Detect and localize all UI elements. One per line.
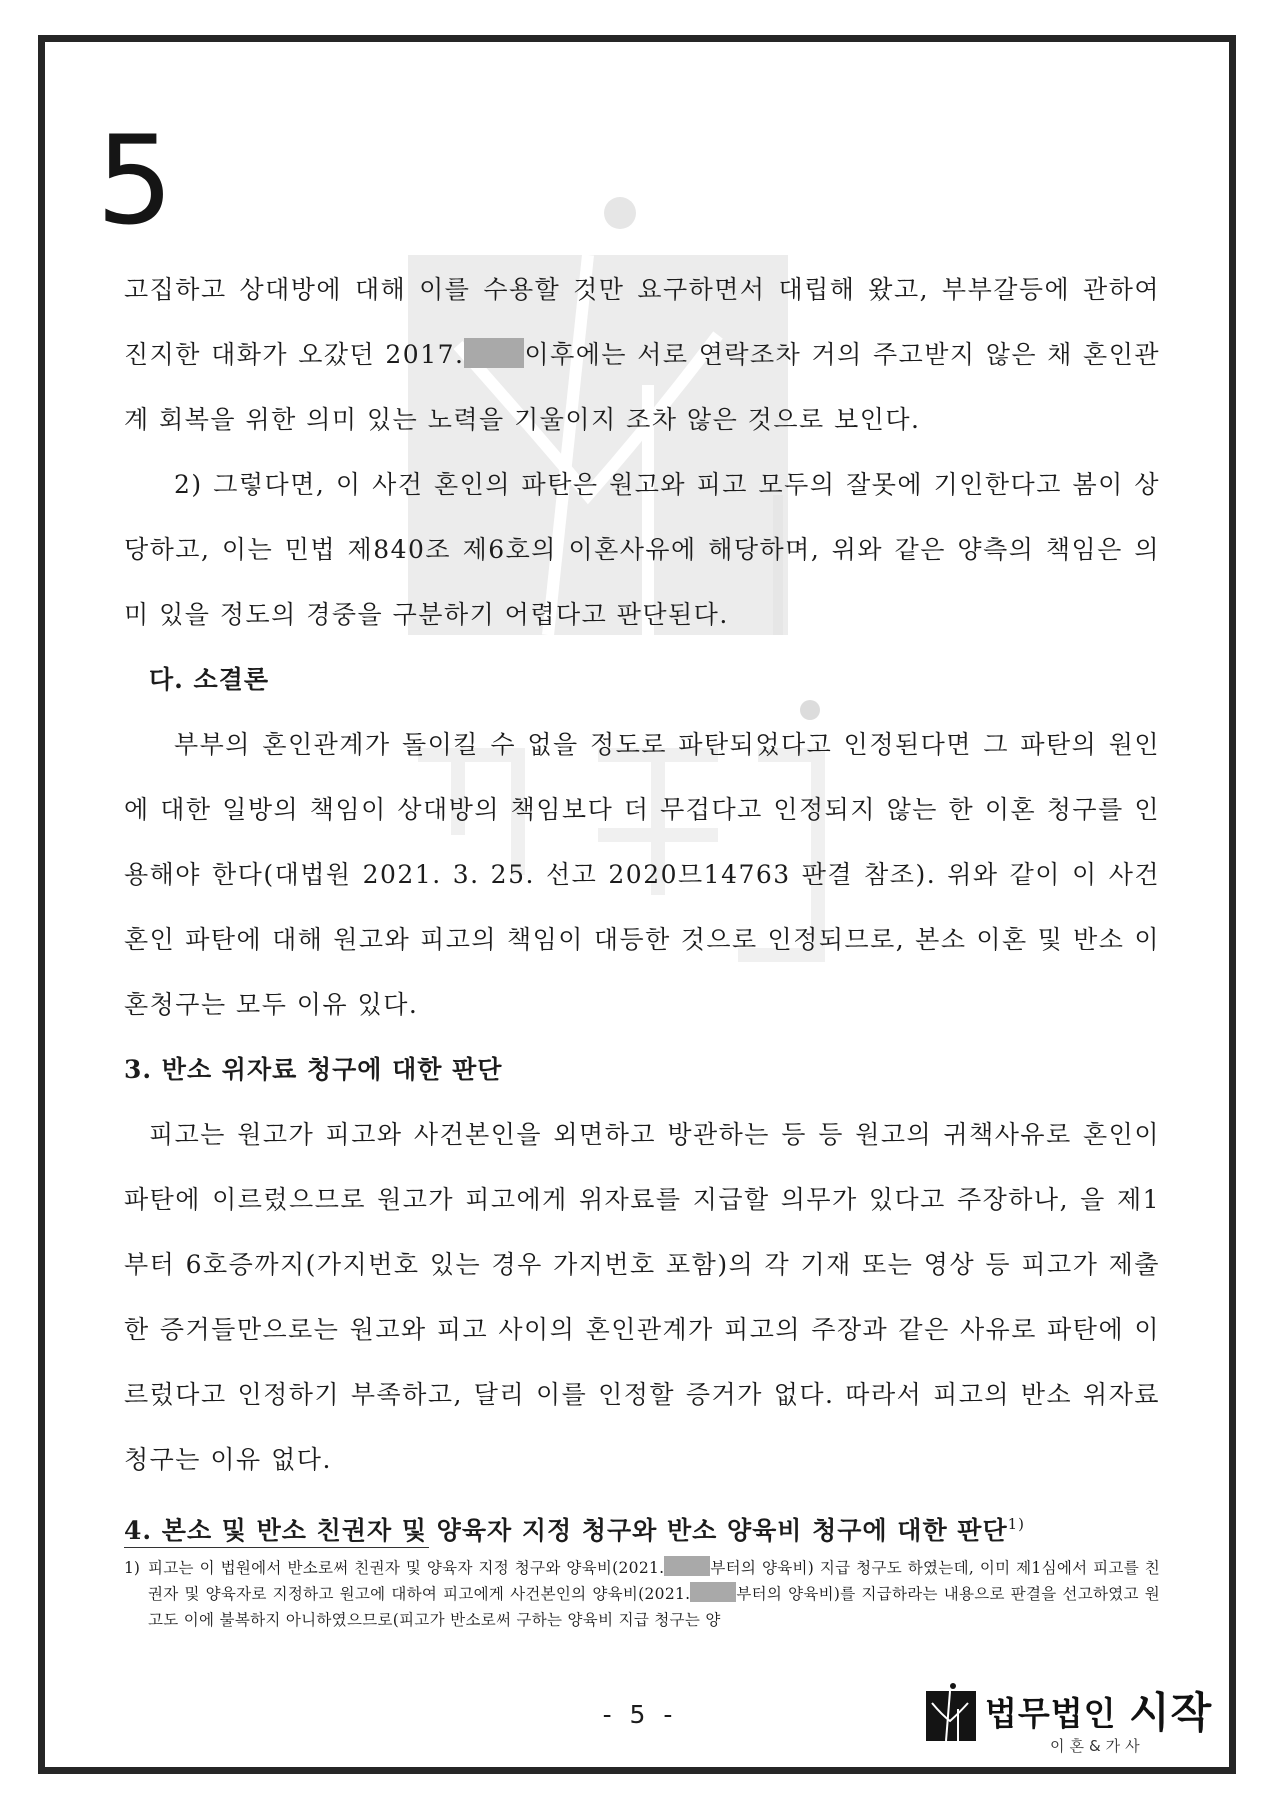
- redaction-block: [464, 338, 524, 368]
- heading-section-4: 4. 본소 및 반소 친권자 및 양육자 지정 청구와 반소 양육비 청구에 대한 판단$^{1)}$: [124, 1515, 1026, 1545]
- chapter-number: 5: [96, 110, 174, 252]
- paragraph-sub-conclusion: 부부의 혼인관계가 돌이킬 수 없을 정도로 파탄되었다고 인정된다면 그 파탄의 원인에 대한 일방의 책임이 상대방의 책임보다 더 무겁다고 인정되지 않는 한 이혼 청구를 인용해야 한다(대법원 2021. 3. 25. 선고 2020므14763 판결 참조). 위와 같이 이 사건 혼인 파탄에 대해 원고와 피고의 책임이 대등한 것으로 인정되므로, 본소 이혼 및 반소 이혼청구는 모두 이유 있다.: [124, 730, 1160, 1019]
- footnote-divider: [124, 1547, 429, 1548]
- firm-name: 법무법인 시작: [985, 1688, 1213, 1737]
- paragraph-conclusion-2: 2) 그렇다면, 이 사건 혼인의 파탄은 원고와 피고 모두의 잘못에 기인한다고 봄이 상당하고, 이는 민법 제840조 제6호의 이혼사유에 해당하며, 위와 같은 양측의 책임은 의미 있을 정도의 경중을 구분하기 어렵다고 판단된다.: [124, 470, 1160, 629]
- firm-subtitle: 이혼&가사: [1050, 1737, 1145, 1755]
- footnote-mark: 1): [124, 1559, 140, 1577]
- footnote-reference[interactable]: 1): [1007, 1515, 1026, 1533]
- paragraph-section-3: 피고는 원고가 피고와 사건본인을 외면하고 방관하는 등 등 원고의 귀책사유로 혼인이 파탄에 이르렀으므로 원고가 피고에게 위자료를 지급할 의무가 있다고 주장하나, 을 제1부터 6호증까지(가지번호 있는 경우 가지번호 포함)의 각 기재 또는 영상 등 피고가 제출한 증거들만으로는 원고와 피고 사이의 혼인관계가 피고의 주장과 같은 사유로 파탄에 이르렀다고 인정하기 부족하고, 달리 이를 인정할 증거가 없다. 따라서 피고의 반소 위자료 청구는 이유 없다.: [124, 1120, 1160, 1474]
- footnote: [124, 1555, 1160, 1633]
- heading-sub-conclusion: 다. 소결론: [149, 665, 270, 694]
- heading-section-3: 3. 반소 위자료 청구에 대한 판단: [124, 1055, 503, 1084]
- page-footer-number: - 5 -: [602, 1700, 678, 1729]
- paragraph-continued: 고집하고 상대방에 대해 이를 수용할 것만 요구하면서 대립해 왔고, 부부갈등에 관하여 진지한 대화가 오갔던 2017. 이후에는 서로 연락조차 거의 주고받지 않은 채 혼인관계 회복을 위한 의미 있는 노력을 기울이지 조차 않은 것으로 보인다.: [124, 275, 1160, 434]
- document-body: [124, 257, 1160, 1563]
- firm-logo-icon: [926, 1683, 978, 1743]
- redaction-block: [664, 1556, 710, 1576]
- redaction-block: [690, 1582, 736, 1602]
- footnote-text: 피고는 이 법원에서 반소로써 친권자 및 양육자 지정 청구와 양육비(2021. 부터의 양육비) 지급 청구도 하였는데, 이미 제1심에서 피고를 친권자 및 양육자로 지정하고 원고에 대하여 피고에게 사건본인의 양육비(2021. 부터의 양육비)를 지급하라는 내용으로 판결을 선고하였고 원고도 이에 불복하지 아니하였으므로(피고가 반소로써 구하는 양육비 지급 청구는 양: [148, 1555, 1160, 1633]
